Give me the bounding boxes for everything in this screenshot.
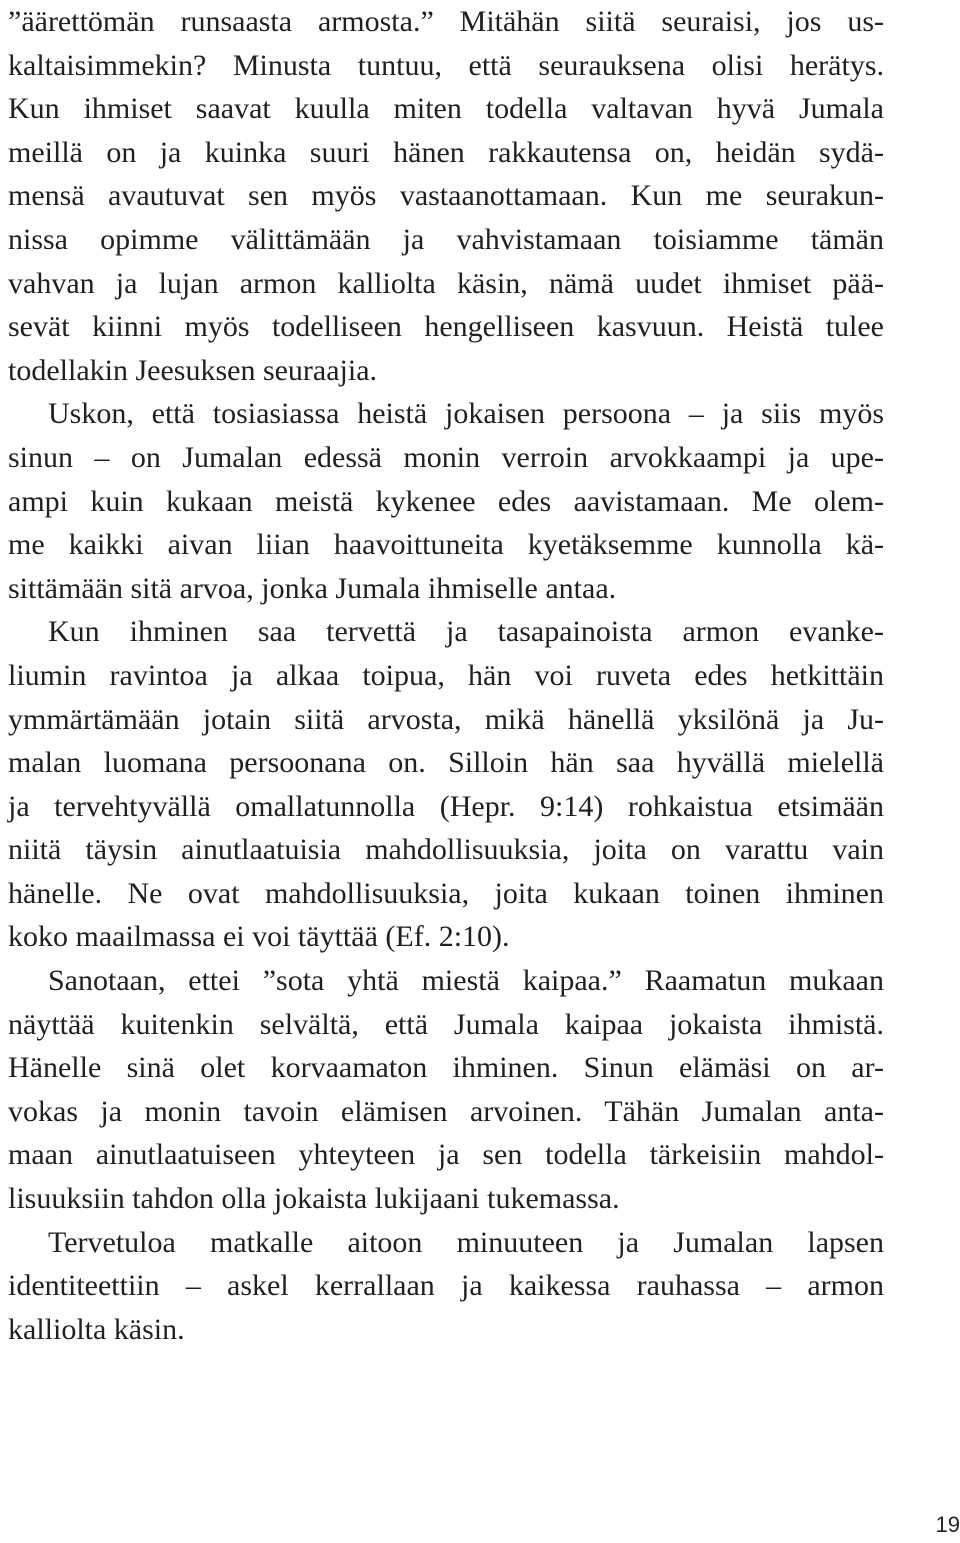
text-line: koko maailmassa ei voi täyttää (Ef. 2:10). (8, 920, 510, 954)
text-line: niitä täysin ainutlaatuisia mahdollisuuksia, joita on varattu vain (8, 833, 884, 867)
text-line: lisuuksiin tahdon olla jokaista lukijaani tukemassa. (8, 1182, 620, 1216)
text-line: Hänelle sinä olet korvaamaton ihminen. Sinun elämäsi on ar- (8, 1051, 884, 1085)
text-line: me kaikki aivan liian haavoittuneita kyetäksemme kunnolla kä- (8, 528, 884, 562)
text-line: Tervetuloa matkalle aitoon minuuteen ja Jumalan lapsen (48, 1225, 884, 1259)
text-line: vahvan ja lujan armon kalliolta käsin, nämä uudet ihmiset pää- (8, 266, 884, 300)
text-line: mensä avautuvat sen myös vastaanottamaan. Kun me seurakun- (8, 179, 884, 213)
text-line: kalliolta käsin. (8, 1312, 185, 1346)
text-line: näyttää kuitenkin selvältä, että Jumala kaipaa jokaista ihmistä. (8, 1007, 884, 1041)
text-line: ”äärettömän runsaasta armosta.” Mitähän siitä seuraisi, jos us- (8, 5, 884, 38)
text-line: todellakin Jeesuksen seuraajia. (8, 353, 378, 387)
text-line: meillä on ja kuinka suuri hänen rakkautensa on, heidän sydä- (8, 135, 884, 169)
text-line: sittämään sitä arvoa, jonka Jumala ihmiselle antaa. (8, 571, 617, 605)
page-number: 19 (935, 1512, 960, 1537)
text-line: hänelle. Ne ovat mahdollisuuksia, joita kukaan toinen ihminen (8, 876, 884, 910)
text-line: Sanotaan, ettei ”sota yhtä miestä kaipaa.” Raamatun mukaan (48, 964, 884, 998)
text-line: Kun ihminen saa tervettä ja tasapainoista armon evanke- (48, 615, 884, 649)
text-line: sevät kiinni myös todelliseen hengelliseen kasvuun. Heistä tulee (8, 310, 884, 344)
text-line: ymmärtämään jotain siitä arvosta, mikä hänellä yksilönä ja Ju- (8, 702, 884, 736)
text-line: identiteettiin – askel kerrallaan ja kaikessa rauhassa – armon (8, 1269, 884, 1303)
text-line: Uskon, että tosiasiassa heistä jokaisen persoona – ja siis myös (48, 397, 884, 431)
text-line: maan ainutlaatuiseen yhteyteen ja sen todella tärkeisiin mahdol- (8, 1138, 884, 1172)
body-text (8, 0, 884, 1351)
text-line: liumin ravintoa ja alkaa toipua, hän voi ruveta edes hetkittäin (8, 658, 884, 692)
text-line: nissa opimme välittämään ja vahvistamaan toisiamme tämän (8, 222, 884, 256)
text-line: malan luomana persoonana on. Silloin hän saa hyvällä mielellä (8, 746, 884, 780)
text-line: ja tervehtyvällä omallatunnolla (Hepr. 9:14) rohkaistua etsimään (8, 789, 884, 823)
text-line: sinun – on Jumalan edessä monin verroin arvokkaampi ja upe- (8, 440, 884, 474)
text-line: Kun ihmiset saavat kuulla miten todella valtavan hyvä Jumala (8, 92, 884, 126)
text-line: ampi kuin kukaan meistä kykenee edes aavistamaan. Me olem- (8, 484, 884, 518)
text-line: kaltaisimmekin? Minusta tuntuu, että seurauksena olisi herätys. (8, 48, 884, 82)
text-line: vokas ja monin tavoin elämisen arvoinen. Tähän Jumalan anta- (8, 1094, 884, 1128)
